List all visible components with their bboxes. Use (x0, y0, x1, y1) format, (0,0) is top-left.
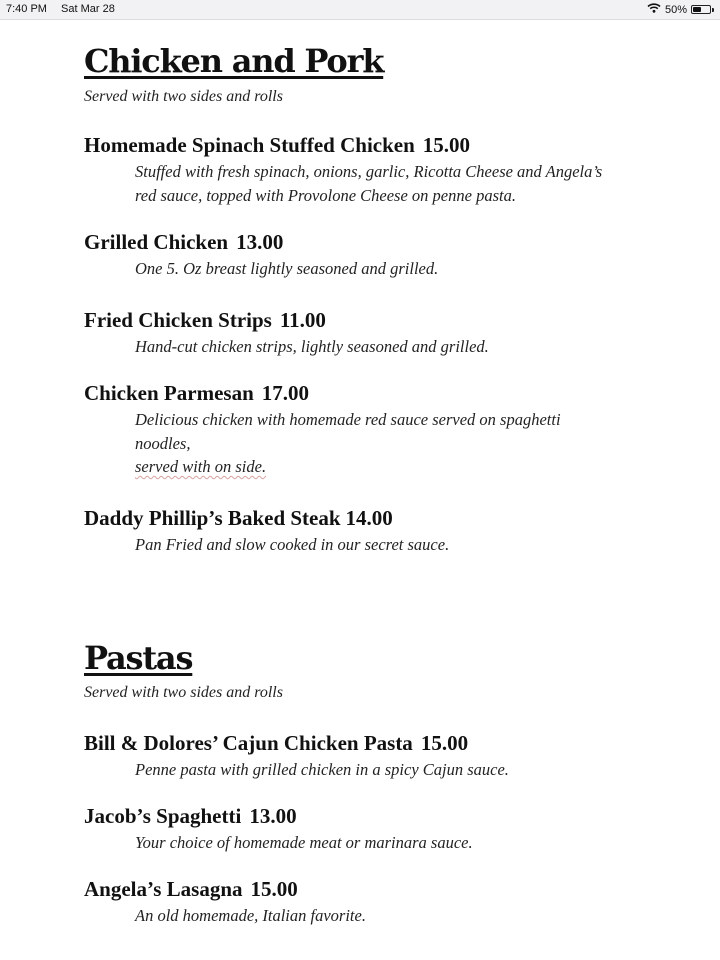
menu-item-name (84, 506, 393, 530)
status-time: 7:40 PM (6, 3, 47, 15)
menu-item-name (84, 230, 283, 254)
menu-item-name (84, 877, 298, 901)
menu-item-price: 15.00 (420, 731, 469, 755)
wifi-icon (647, 3, 661, 16)
description-line: Hand-cut chicken strips, lightly seasoned and grilled. (135, 337, 489, 356)
menu-item-name (84, 381, 309, 405)
menu-item-description (135, 533, 635, 557)
status-bar (0, 0, 720, 20)
description-line: Stuffed with fresh spinach, onions, garlic, Ricotta Cheese and Angela’s (135, 162, 603, 181)
menu-item-title: Homemade Spinach Stuffed Chicken (84, 133, 415, 157)
menu-item-description (135, 408, 635, 479)
menu-item-title: Daddy Phillip’s Baked Steak (84, 506, 341, 530)
menu-item-name (84, 133, 470, 157)
description-line-text: served with on side. (135, 457, 267, 476)
description-line: Penne pasta with grilled chicken in a spicy Cajun sauce. (135, 760, 509, 779)
battery-percent: 50% (664, 3, 687, 16)
menu-item-name (84, 804, 297, 828)
section-title-chicken-and-pork: Chicken and Pork (84, 42, 384, 80)
menu-item-name (84, 731, 468, 755)
menu-item-price: 13.00 (236, 230, 284, 254)
description-line (135, 455, 635, 479)
menu-item-price: 13.00 (249, 804, 297, 828)
description-line: noodles, (135, 433, 191, 453)
section-subtitle: Served with two sides and rolls (84, 684, 283, 701)
menu-item-title: Angela’s Lasagna (84, 877, 243, 901)
description-line: Pan Fried and slow cooked in our secret sauce. (135, 535, 450, 554)
status-right (647, 3, 714, 16)
section-title-pastas: Pastas (84, 639, 193, 677)
menu-item-title: Grilled Chicken (84, 230, 229, 254)
status-left (6, 3, 126, 15)
menu-item-title: Jacob’s Spaghetti (84, 804, 242, 828)
menu-item-description (135, 335, 635, 359)
menu-item-description (135, 160, 635, 207)
menu-item-description (135, 257, 635, 281)
menu-item-price: 11.00 (279, 308, 326, 332)
section-subtitle: Served with two sides and rolls (84, 88, 283, 105)
menu-item-title: Fried Chicken Strips (84, 308, 272, 332)
description-line: red sauce, topped with Provolone Cheese on penne pasta. (135, 185, 516, 205)
description-line: Delicious chicken with homemade red sauce served on spaghetti (135, 410, 561, 429)
description-line: An old homemade, Italian favorite. (135, 906, 366, 925)
menu-item-price: 15.00 (250, 877, 298, 901)
status-date: Sat Mar 28 (61, 3, 115, 15)
menu-item-price: 15.00 (422, 133, 471, 157)
menu-item-title: Bill & Dolores’ Cajun Chicken Pasta (84, 731, 413, 755)
menu-item-description (135, 904, 635, 928)
battery-icon (691, 5, 714, 14)
menu-item-name (84, 308, 326, 332)
menu-item-description (135, 831, 635, 855)
menu-item-description (135, 758, 635, 782)
description-line: Your choice of homemade meat or marinara sauce. (135, 833, 473, 852)
menu-item-title: Chicken Parmesan (84, 381, 254, 405)
menu-item-price: 14.00 (345, 506, 393, 530)
description-line: One 5. Oz breast lightly seasoned and grilled. (135, 259, 439, 278)
menu-item-price: 17.00 (261, 381, 309, 405)
